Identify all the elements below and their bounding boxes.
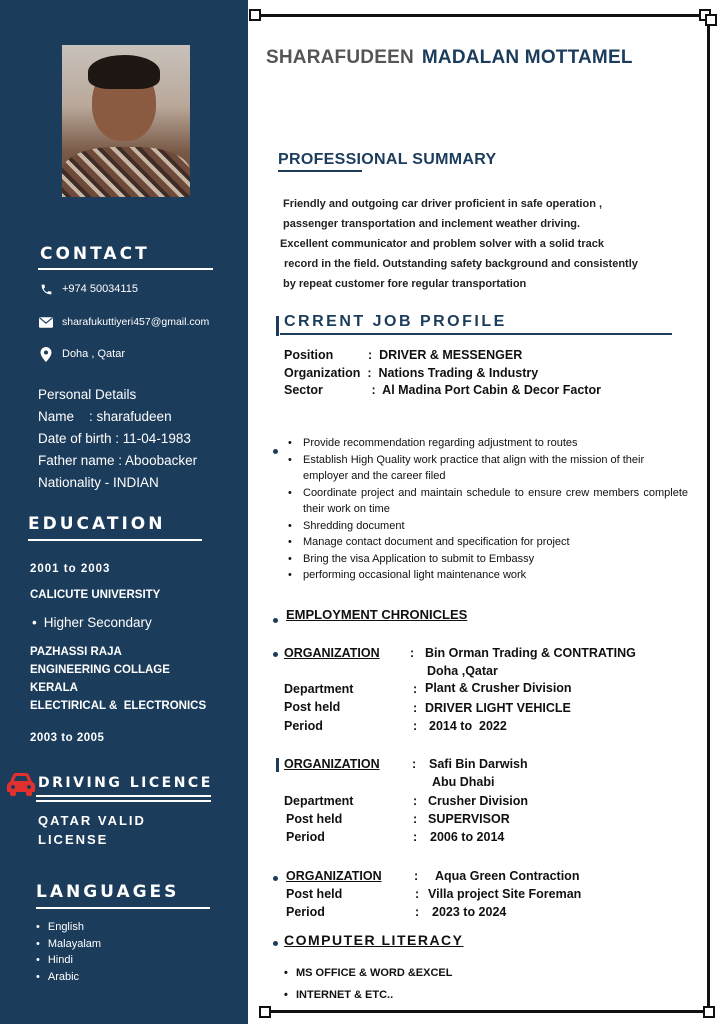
duty-item: • Coordinate project and maintain schedule to ensure crew members complete their work on time: [288, 485, 688, 518]
timeline-dot: [273, 941, 278, 946]
job-position: Position : DRIVER & MESSENGER: [284, 348, 523, 362]
sidebar: [0, 0, 248, 1024]
duty-item: • performing occasional light maintenance work: [288, 567, 688, 584]
emp1-post-label: Post held: [284, 700, 341, 714]
frame-corner-top-right-2: [705, 14, 717, 26]
job-duties: [288, 435, 688, 584]
emp1-dept-label: Department: [284, 682, 354, 696]
contact-email[interactable]: [38, 315, 209, 329]
personal-nationality: Nationality - INDIAN: [38, 475, 159, 490]
emp2-period-label: Period: [286, 830, 325, 844]
summary-underline: [278, 170, 362, 172]
contact-divider: [38, 268, 213, 270]
personal-heading: Personal Details: [38, 387, 137, 402]
emp2-sep: :: [413, 812, 418, 826]
languages-title: LANGUAGES: [36, 882, 180, 902]
emp3-org-label: ORGANIZATION: [286, 869, 382, 883]
computer-item: • INTERNET & ETC..: [284, 984, 452, 1006]
emp3-post-label: Post held: [286, 887, 343, 901]
frame-corner-bottom-right: [703, 1006, 715, 1018]
languages-list: [36, 919, 101, 985]
timeline-dot: [273, 652, 278, 657]
contact-phone[interactable]: [38, 282, 138, 296]
emp1-location: Doha ,Qatar: [427, 664, 498, 678]
employment-title: EMPLOYMENT CHRONICLES: [286, 607, 468, 622]
personal-father: Father name : Aboobacker: [38, 453, 198, 468]
emp1-org-label: ORGANIZATION: [284, 646, 380, 660]
emp3-org: Aqua Green Contraction: [435, 869, 580, 883]
timeline-dot: [273, 618, 278, 623]
emp2-sep: :: [413, 794, 418, 808]
job-divider: [280, 333, 672, 335]
emp1-sep: :: [413, 682, 418, 696]
emp2-post: SUPERVISOR: [428, 812, 510, 826]
personal-dob: Date of birth : 11-04-1983: [38, 431, 191, 446]
edu-university: CALICUTE UNIVERSITY: [30, 589, 161, 601]
phone-icon: [38, 282, 54, 296]
language-item: • Malayalam: [36, 936, 101, 953]
emp1-period-label: Period: [284, 719, 323, 733]
licence-text: QATAR VALID LICENSE: [38, 813, 146, 847]
emp1-dept: Plant & Crusher Division: [425, 681, 572, 695]
language-item: • Arabic: [36, 969, 101, 986]
email-text: sharafukuttiyeri457@gmail.com: [62, 316, 210, 328]
edu-college: PAZHASSI RAJA ENGINEERING COLLAGE KERALA ELECTIRICAL & ELECTRONICS: [30, 646, 207, 712]
contact-location: [38, 347, 125, 361]
emp2-sep: :: [412, 757, 417, 771]
emp3-sep: :: [415, 905, 420, 919]
emp2-accent-bar: [276, 758, 279, 772]
computer-list: [284, 962, 452, 1006]
emp2-org: Safi Bin Darwish: [429, 757, 528, 771]
duty-item: • Shredding document: [288, 518, 688, 535]
contact-title: CONTACT: [40, 244, 150, 264]
edu-level: • Higher Secondary: [32, 615, 152, 630]
summary-title: PROFESSIONAL SUMMARY: [278, 151, 497, 168]
emp1-org: Bin Orman Trading & CONTRATING: [425, 646, 636, 660]
job-title: CRRENT JOB PROFILE: [284, 313, 507, 330]
mail-icon: [38, 315, 54, 329]
emp1-sep: :: [410, 646, 415, 660]
edu-period-1: 2001 to 2003: [30, 563, 111, 575]
emp1-period: 2014 to 2022: [429, 719, 507, 733]
education-divider: [28, 539, 202, 541]
emp1-sep: :: [413, 701, 418, 715]
emp2-org-label: ORGANIZATION: [284, 757, 380, 771]
emp2-location: Abu Dhabi: [432, 775, 495, 789]
duty-item: • Bring the visa Application to submit to Embassy: [288, 551, 688, 568]
emp1-sep: :: [413, 719, 418, 733]
job-organization: Organization : Nations Trading & Industry: [284, 366, 539, 380]
emp3-period-label: Period: [286, 905, 325, 919]
summary-text: Friendly and outgoing car driver proficient in safe operation , passenger transportation and inclement weather driving. Excellent communicator and problem solver with a solid track record in the field. Outstanding safety background and consistently by repeat customer fore regular transportation: [280, 198, 638, 290]
emp2-dept-label: Department: [284, 794, 354, 808]
frame-corner-top-left: [249, 9, 261, 21]
profile-photo: [62, 45, 190, 197]
timeline-dot: [273, 876, 278, 881]
emp2-post-label: Post held: [286, 812, 343, 826]
duty-item: • Provide recommendation regarding adjustment to routes: [288, 435, 688, 452]
frame-corner-bottom-left: [259, 1006, 271, 1018]
car-icon: [6, 772, 36, 801]
emp2-period: 2006 to 2014: [430, 830, 505, 844]
phone-text: +974 50034115: [62, 283, 138, 295]
personal-details: [38, 384, 197, 494]
candidate-name: SHARAFUDEEN MADALAN MOTTAMEL: [266, 47, 633, 68]
language-item: • Hindi: [36, 952, 101, 969]
computer-item: • MS OFFICE & WORD &EXCEL: [284, 962, 452, 984]
edu-period-2: 2003 to 2005: [30, 732, 105, 744]
licence-divider-1: [36, 795, 211, 797]
emp3-post: Villa project Site Foreman: [428, 887, 582, 901]
emp2-sep: :: [413, 830, 418, 844]
languages-divider: [36, 907, 210, 909]
computer-title: COMPUTER LITERACY: [284, 932, 464, 948]
emp3-sep: :: [414, 869, 419, 883]
emp3-sep: :: [415, 887, 420, 901]
location-text: Doha , Qatar: [62, 348, 125, 360]
personal-name: Name : sharafudeen: [38, 409, 172, 424]
licence-title: DRIVING LICENCE: [38, 775, 213, 791]
timeline-dot: [273, 449, 278, 454]
frame-bottom: [266, 1010, 710, 1013]
job-sector: Sector : Al Madina Port Cabin & Decor Factor: [284, 383, 601, 397]
duty-item: • Establish High Quality work practice that align with the mission of their employer and the career filed: [288, 452, 688, 485]
licence-divider-2: [36, 800, 211, 802]
job-accent-bar: [276, 316, 279, 336]
location-pin-icon: [38, 347, 54, 361]
emp1-post: DRIVER LIGHT VEHICLE: [425, 701, 571, 715]
emp2-dept: Crusher Division: [428, 794, 529, 808]
language-item: • English: [36, 919, 101, 936]
duty-item: • Manage contact document and specification for project: [288, 534, 688, 551]
education-title: EDUCATION: [28, 514, 166, 534]
emp3-period: 2023 to 2024: [432, 905, 507, 919]
